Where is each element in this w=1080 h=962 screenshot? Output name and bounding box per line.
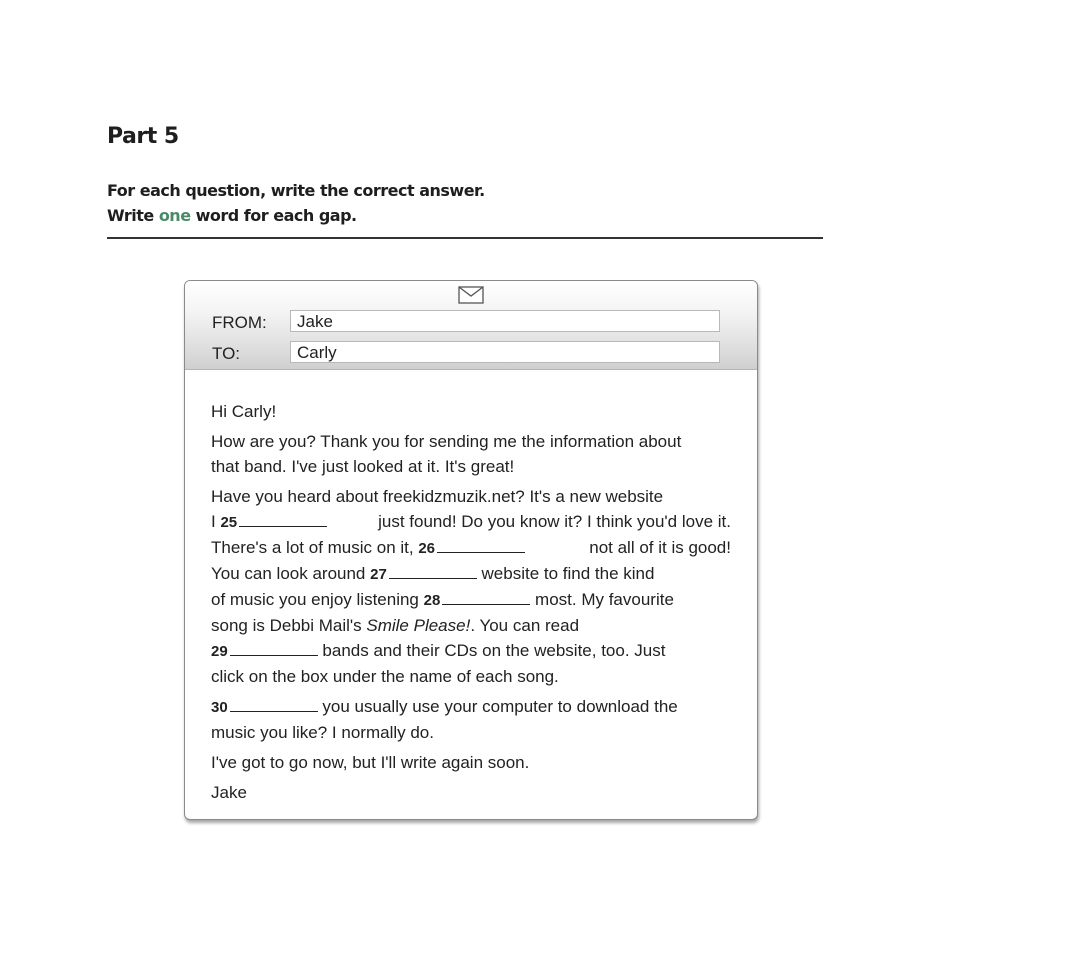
p2-line-4-post: website to find the kind <box>481 564 655 583</box>
p2-line-7-post: bands and their CDs on the website, too. Just <box>322 641 666 660</box>
p2-line-7 <box>211 638 731 664</box>
p2-line-4 <box>211 561 731 587</box>
envelope-icon <box>458 286 484 304</box>
from-label: FROM: <box>212 313 267 332</box>
p2-line-4-pre: You can look around <box>211 564 371 583</box>
from-field[interactable]: Jake <box>290 310 720 332</box>
p3-line-1 <box>211 694 731 720</box>
to-label: TO: <box>212 344 241 363</box>
question-28-gap[interactable] <box>442 590 530 605</box>
p3-line-1-post: you usually use your computer to download the <box>322 697 678 716</box>
p2-line-8: click on the box under the name of each song. <box>211 667 559 686</box>
question-29-number: 29 <box>211 643 228 660</box>
question-26-number: 26 <box>418 540 436 557</box>
instruction-line-2-post: word for each gap. <box>190 206 357 225</box>
p2-line-2-post: just found! Do you know it? I think you'd love it. <box>378 512 731 531</box>
paragraph-4: I've got to go now, but I'll write again soon. <box>211 753 530 772</box>
part-title: Part 5 <box>107 124 179 149</box>
greeting: Hi Carly! <box>211 402 277 421</box>
p2-line-3-pre: There's a lot of music on it, <box>211 538 419 557</box>
p2-line-5-post: most. My favourite <box>535 590 674 609</box>
question-29-gap[interactable] <box>230 641 318 656</box>
question-30-gap[interactable] <box>230 697 318 712</box>
signature: Jake <box>211 783 247 802</box>
question-30-number: 30 <box>211 699 228 716</box>
p1-line-1: How are you? Thank you for sending me the information about <box>211 432 682 451</box>
question-27-gap[interactable] <box>389 564 477 579</box>
instruction-line-2-pre: Write <box>107 206 159 225</box>
question-25-gap[interactable] <box>239 512 327 527</box>
p1-line-2: that band. I've just looked at it. It's great! <box>211 457 515 476</box>
paragraph-1 <box>211 429 731 479</box>
question-26-gap[interactable] <box>437 538 525 553</box>
p2-line-3-post: not all of it is good! <box>589 538 731 557</box>
divider-rule <box>107 237 823 239</box>
email-body <box>211 399 731 810</box>
p2-line-5-pre: of music you enjoy listening <box>211 590 424 609</box>
p2-line-6 <box>211 613 731 638</box>
email-window <box>184 280 758 820</box>
p2-line-1: Have you heard about freekidzmuzik.net? It's a new website <box>211 487 664 506</box>
p2-line-6-pre: song is Debbi Mail's <box>211 616 367 635</box>
p2-line-2 <box>211 509 731 535</box>
question-27-number: 27 <box>370 566 387 583</box>
paragraph-2 <box>211 484 731 689</box>
instruction-line-1: For each question, write the correct answer. <box>107 181 485 200</box>
instructions <box>107 178 485 228</box>
p2-line-5 <box>211 587 731 613</box>
song-title: Smile Please! <box>366 616 471 635</box>
paragraph-3 <box>211 694 731 745</box>
p2-line-6-post: . You can read <box>470 616 580 635</box>
instruction-line-2 <box>107 203 485 228</box>
instruction-keyword: one <box>158 206 191 225</box>
p2-line-3 <box>211 535 731 561</box>
question-25-number: 25 <box>220 514 238 531</box>
p3-line-2: music you like? I normally do. <box>211 723 434 742</box>
email-header <box>185 281 757 370</box>
question-28-number: 28 <box>423 592 441 609</box>
p2-line-2-pre: I <box>211 512 221 531</box>
to-field[interactable]: Carly <box>290 341 720 363</box>
